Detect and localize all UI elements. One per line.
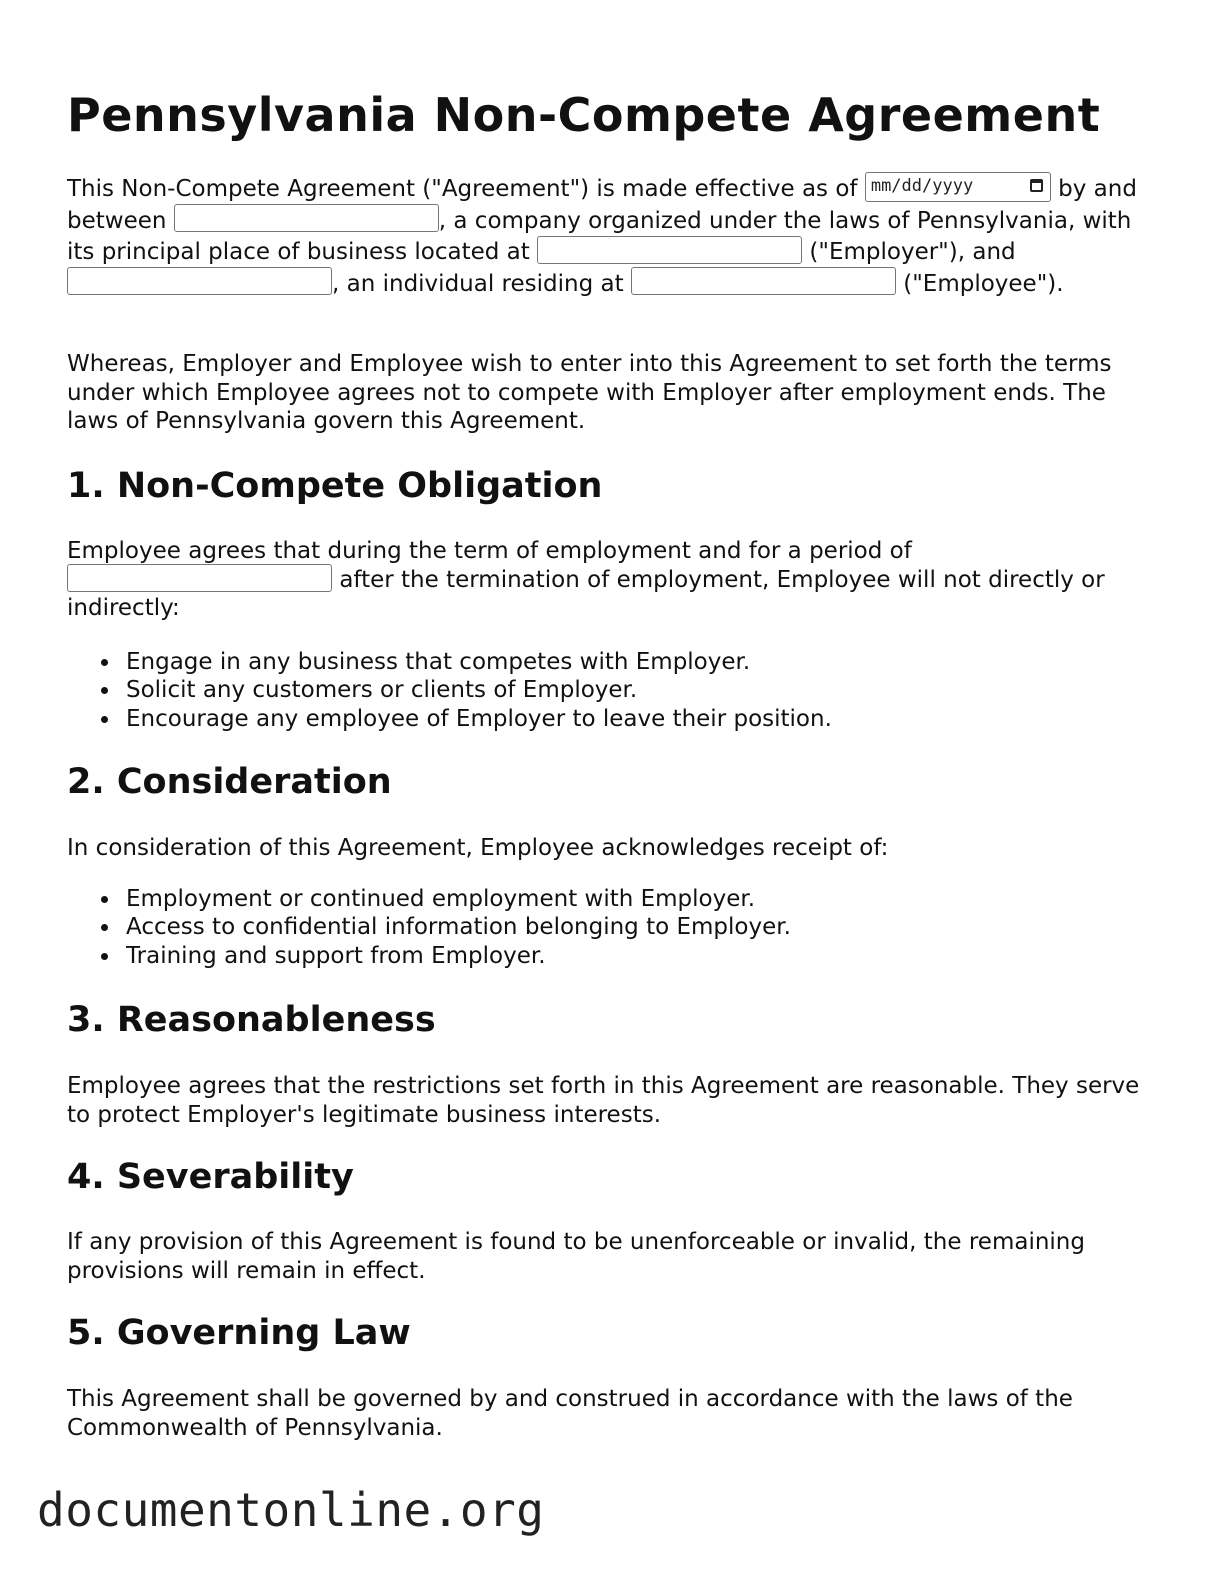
- intro-text-3: , a company organized under the laws of Pennsylvania, with its principal place of business located at: [67, 207, 1132, 265]
- section-governing-law-text: This Agreement shall be governed by and construed in accordance with the laws of the Commonwealth of Pennsylvania.: [67, 1386, 1073, 1441]
- list-item: Engage in any business that competes with Employer.: [67, 648, 832, 676]
- section-heading-governing-law: 5. Governing Law: [67, 1313, 411, 1353]
- section-consideration-text: In consideration of this Agreement, Employee acknowledges receipt of:: [67, 835, 889, 861]
- section-severability-text: If any provision of this Agreement is found to be unenforceable or invalid, the remaining provisions will remain in effect.: [67, 1229, 1085, 1284]
- section-heading-reasonableness: 3. Reasonableness: [67, 1000, 436, 1040]
- page-title: Pennsylvania Non-Compete Agreement: [67, 88, 1101, 142]
- non-compete-list: [67, 648, 832, 733]
- intro-text-2: by and between: [67, 176, 1137, 234]
- whereas-paragraph: Whereas, Employer and Employee wish to enter into this Agreement to set forth the terms under which Employee agrees not to compete with Employer after employment ends. The laws of Pennsylvania govern this Agreement.: [67, 351, 1112, 434]
- watermark-text: documentonline.org: [37, 1483, 545, 1537]
- section-heading-severability: 4. Severability: [67, 1157, 354, 1197]
- calendar-icon[interactable]: [1030, 179, 1043, 192]
- non-compete-period-input[interactable]: [67, 564, 332, 592]
- employee-name-input[interactable]: [67, 267, 332, 295]
- intro-paragraph: [67, 174, 1157, 300]
- date-placeholder: mm/dd/yyyy: [870, 175, 974, 196]
- list-item: Solicit any customers or clients of Employer.: [67, 676, 832, 704]
- section-heading-consideration: 2. Consideration: [67, 762, 392, 802]
- list-item: Access to confidential information belonging to Employer.: [67, 913, 791, 941]
- non-compete-text-before: Employee agrees that during the term of employment and for a period of: [67, 538, 912, 564]
- intro-text-5: , an individual residing at: [332, 270, 624, 297]
- section-non-compete-text: [67, 537, 1157, 623]
- effective-date-input[interactable]: [865, 172, 1051, 202]
- section-reasonableness-text: Employee agrees that the restrictions set forth in this Agreement are reasonable. They serve to protect Employer's legitimate business interests.: [67, 1073, 1140, 1128]
- list-item: Employment or continued employment with Employer.: [67, 885, 791, 913]
- employer-address-input[interactable]: [537, 236, 802, 264]
- intro-text-1: This Non-Compete Agreement ("Agreement") is made effective as of: [67, 176, 858, 202]
- list-item: Encourage any employee of Employer to leave their position.: [67, 705, 832, 733]
- non-compete-text-after: after the termination of employment, Employee will not directly or indirectly:: [67, 566, 1105, 621]
- employee-address-input[interactable]: [631, 267, 896, 295]
- section-heading-non-compete: 1. Non-Compete Obligation: [67, 466, 603, 506]
- employer-name-input[interactable]: [174, 204, 439, 232]
- list-item: Training and support from Employer.: [67, 942, 791, 970]
- consideration-list: [67, 885, 791, 970]
- intro-text-4: ("Employer"), and: [809, 239, 1016, 265]
- intro-text-6: ("Employee").: [903, 270, 1064, 297]
